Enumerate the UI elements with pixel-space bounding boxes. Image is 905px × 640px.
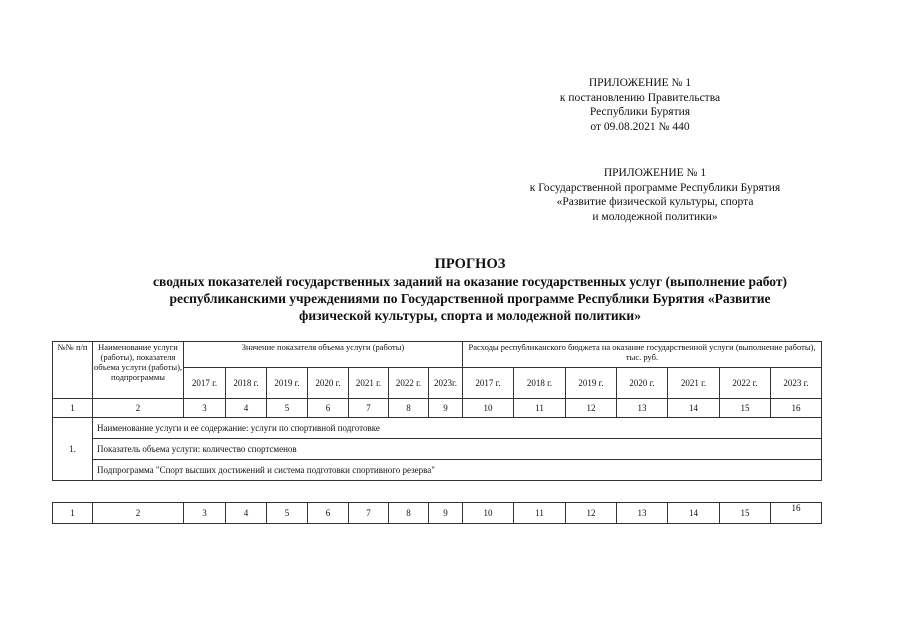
column-number: 11	[514, 399, 566, 418]
section-number: 1.	[53, 418, 93, 481]
column-number: 8	[389, 399, 429, 418]
document-title	[80, 256, 860, 324]
column-number: 15	[720, 399, 771, 418]
header-volume-year: 2019 г.	[267, 368, 308, 399]
title-main: ПРОГНОЗ	[434, 256, 506, 272]
annex-to-resolution	[540, 76, 740, 134]
header-volume-year: 2017 г.	[184, 368, 226, 399]
column-number: 13	[617, 503, 668, 524]
column-number: 6	[308, 503, 349, 524]
column-number: 3	[184, 399, 226, 418]
header-expense-year: 2022 г.	[720, 368, 771, 399]
annex-line: «Развитие физической культуры, спорта	[556, 196, 754, 208]
column-number: 12	[566, 503, 617, 524]
annex-line: ПРИЛОЖЕНИЕ № 1	[603, 167, 707, 179]
header-expense-year: 2018 г.	[514, 368, 566, 399]
header-expense-year: 2019 г.	[566, 368, 617, 399]
column-number-row	[53, 399, 822, 418]
header-volume-year: 2023г.	[429, 368, 463, 399]
header-expense-year: 2021 г.	[668, 368, 720, 399]
column-number: 4	[226, 399, 267, 418]
service-name-row: Наименование услуги и ее содержание: услуги по спортивной подготовке	[93, 418, 822, 439]
column-number: 6	[308, 399, 349, 418]
title-line: республиканскими учреждениями по Государственной программе Республики Бурятия «Развитие	[169, 291, 771, 306]
title-line: сводных показателей государственных заданий на оказание государственных услуг (выполнение работ)	[153, 274, 787, 289]
header-expense-year: 2023 г.	[771, 368, 822, 399]
column-number: 5	[267, 399, 308, 418]
column-number: 7	[349, 503, 389, 524]
header-volume-year: 2021 г.	[349, 368, 389, 399]
header-name: Наименование услуги (работы), показателя объема услуги (работы), подпрограммы	[93, 342, 184, 399]
annex-line: к постановлению Правительства	[559, 91, 721, 104]
column-number-row	[53, 503, 822, 524]
column-number: 14	[668, 503, 720, 524]
header-expense-year: 2020 г.	[617, 368, 668, 399]
header-expense-group: Расходы республиканского бюджета на оказание государственной услуги (выполнение работы), тыс. руб.	[463, 342, 822, 368]
header-volume-year: 2018 г.	[226, 368, 267, 399]
column-number: 10	[463, 503, 514, 524]
column-number: 13	[617, 399, 668, 418]
column-number: 8	[389, 503, 429, 524]
column-number: 10	[463, 399, 514, 418]
column-number: 7	[349, 399, 389, 418]
header-volume-group: Значение показателя объема услуги (работы)	[184, 342, 463, 368]
column-number: 2	[93, 503, 184, 524]
header-expense-year: 2017 г.	[463, 368, 514, 399]
column-number: 3	[184, 503, 226, 524]
column-number: 15	[720, 503, 771, 524]
column-number: 1	[53, 399, 93, 418]
header-volume-year: 2020 г.	[308, 368, 349, 399]
forecast-table	[52, 341, 822, 481]
annex-line: и молодежной политики»	[592, 210, 718, 223]
column-number: 4	[226, 503, 267, 524]
annex-line: к Государственной программе Республики Бурятия	[529, 181, 781, 194]
annex-line: Республики Бурятия	[589, 106, 691, 118]
header-volume-year: 2022 г.	[389, 368, 429, 399]
annex-to-program	[490, 166, 820, 224]
column-number: 9	[429, 503, 463, 524]
header-number: №№ п/п	[53, 342, 93, 399]
subprogram-row: Подпрограмма "Спорт высших достижений и система подготовки спортивного резерва"	[93, 460, 822, 481]
column-number: 14	[668, 399, 720, 418]
column-number: 16	[771, 503, 822, 524]
column-number: 11	[514, 503, 566, 524]
continuation-table	[52, 502, 822, 524]
title-line: физической культуры, спорта и молодежной политики»	[299, 308, 641, 323]
indicator-row: Показатель объема услуги: количество спортсменов	[93, 439, 822, 460]
column-number: 5	[267, 503, 308, 524]
column-number: 1	[53, 503, 93, 524]
column-number: 16	[771, 399, 822, 418]
column-number: 9	[429, 399, 463, 418]
annex-line: ПРИЛОЖЕНИЕ № 1	[588, 77, 692, 89]
annex-line: от 09.08.2021 № 440	[590, 120, 690, 133]
column-number: 12	[566, 399, 617, 418]
column-number: 2	[93, 399, 184, 418]
